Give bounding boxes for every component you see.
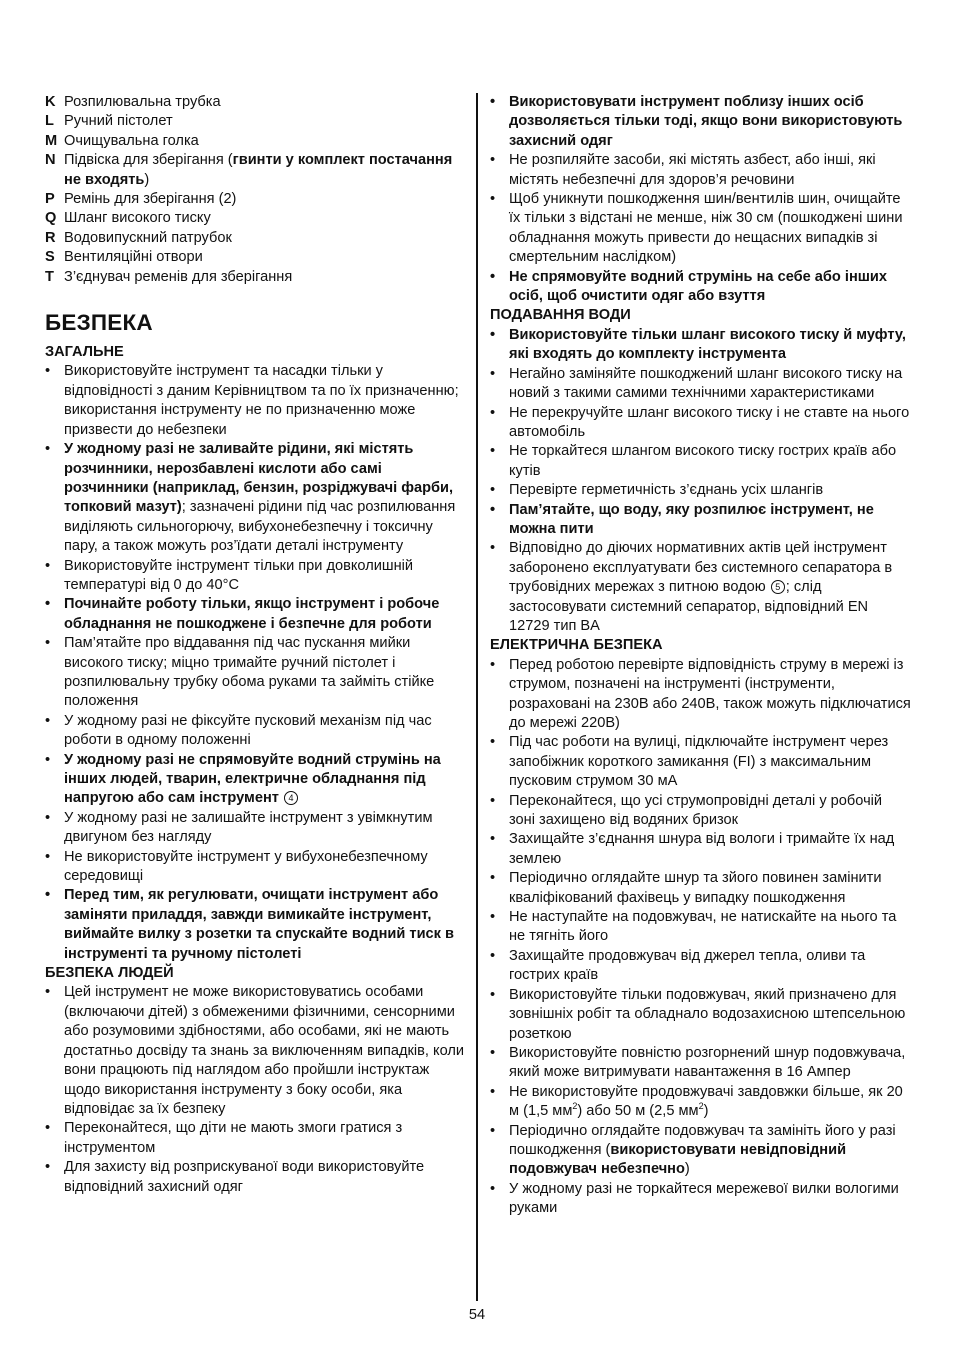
- legend-item: [45, 112, 469, 131]
- legend-text: Шланг високого тиску: [64, 210, 211, 227]
- bullet-item: • Використовуйте інструмент та насадки тільки у відповідності з даним Керівництвом та по їх призначенню; використання інструменту не по призначенню може призвести до небезпеки: [45, 362, 469, 440]
- bullet-item: • Періодично оглядайте шнур та зйого повинен замінити кваліфікований фахівець у випадку пошкодження: [490, 869, 912, 908]
- figure-ref-5: 5: [771, 580, 785, 594]
- subheading-general: ЗАГАЛЬНЕ: [45, 344, 124, 361]
- left-column: [45, 93, 469, 1197]
- legend-text: Очищувальна голка: [64, 132, 199, 149]
- bullet-item: • Використовуйте інструмент тільки при довколишній температурі від 0 до 40°C: [45, 557, 469, 596]
- bullet-item: • Починайте роботу тільки, якщо інструмент і робоче обладнання не пошкоджене і безпечне для роботи: [45, 595, 469, 634]
- bullet-item: • Захищайте продовжувач від джерел тепла, оливи та гострих країв: [490, 947, 912, 986]
- legend-text: З’єднувач ременів для зберігання: [64, 268, 293, 285]
- bullet-item: • Використовуйте тільки шланг високого тиску й муфту, які входять до комплекту інструмента: [490, 326, 912, 365]
- bullet-item: • Пам’ятайте про віддавання під час пускання мийки високого тиску; міцно тримайте ручний пістолет і розпилювальну трубку обома руками та займіть стійке положення: [45, 634, 469, 712]
- bullet-item: • Під час роботи на вулиці, підключайте інструмент через запобіжник короткого замикання (FI) з максимальним пусковим струмом 30 мА: [490, 733, 912, 791]
- electrical-list: [490, 656, 912, 1219]
- bullet-item: • Переконайтеся, що діти не мають змоги гратися з інструментом: [45, 1119, 469, 1158]
- bullet-item: • Не використовуйте продовжувачі завдовжки більше, як 20 м (1,5 $мм^2$) або 50 м (2,5 $мм^2$): [490, 1083, 912, 1122]
- legend-text: Підвіска для зберігання (гвинти у комплект постачання не входять): [64, 152, 453, 188]
- legend-item: [45, 151, 469, 190]
- bullet-item: • Перед тим, як регулювати, очищати інструмент або заміняти приладдя, завжди вимикайте інструмент, виймайте вилку з розетки та спускайте водний тиск в інструменті та ручному пістолеті: [45, 886, 469, 964]
- legend-key: S: [45, 249, 55, 266]
- bullet-item: • У жодному разі не фіксуйте пусковий механізм під час роботи в одному положенні: [45, 712, 469, 751]
- legend-item: [45, 209, 469, 228]
- legend-key: P: [45, 191, 55, 208]
- legend-key: T: [45, 268, 54, 285]
- water-list: [490, 326, 912, 637]
- bullet-item: • Не розпиляйте засоби, які містять азбест, або інші, які містять небезпечні для здоров’я речовини: [490, 151, 912, 190]
- legend-item: [45, 190, 469, 209]
- bullet-item: • Не використовуйте інструмент у вибухонебезпечному середовищі: [45, 848, 469, 887]
- bullet-item: • Використовуйте тільки подовжувач, який призначено для зовнішніх робіт та обладнало водозахисною штепсельною розеткою: [490, 986, 912, 1044]
- legend-text: Розпилювальна трубка: [64, 94, 221, 110]
- legend-item: [45, 93, 469, 112]
- bullet-item: • Періодично оглядайте подовжувач та замініть його у разі пошкодження (використовувати невідповідний подовжувач небезпечно): [490, 1122, 912, 1180]
- legend-key: M: [45, 132, 58, 149]
- general-list: [45, 362, 469, 964]
- bullet-item: • Не торкайтеся шлангом високого тиску гострих країв або кутів: [490, 442, 912, 481]
- people-list-continued: [490, 93, 912, 306]
- section-title: БЕЗПЕКА: [45, 310, 153, 336]
- legend-item: [45, 229, 469, 248]
- legend-key: N: [45, 152, 56, 169]
- bullet-item: • Для захисту від розприскуваної води використовуйте відповідний захисний одяг: [45, 1158, 469, 1197]
- legend-text: Водовипускний патрубок: [64, 229, 232, 246]
- bullet-item: • Щоб уникнути пошкодження шин/вентилів шин, очищайте їх тільки з відстані не менше, ніж 30 см (пошкоджені шини обладнання можуть привести до нещасних випадків зі смертельним наслідком): [490, 190, 912, 268]
- bullet-item: • Не наступайте на подовжувач, не натискайте на нього та не тягніть його: [490, 908, 912, 947]
- bullet-item: • Переконайтеся, що усі струмопровідні деталі у робочій зоні захищено від водяних бризок: [490, 792, 912, 831]
- legend-text: Ручний пістолет: [64, 113, 173, 130]
- legend-key: R: [45, 229, 56, 246]
- legend-key: Q: [45, 210, 57, 227]
- subheading-water: ПОДАВАННЯ ВОДИ: [490, 307, 631, 324]
- bullet-item: • Негайно заміняйте пошкоджений шланг високого тиску на новий з такими самими технічними характеристиками: [490, 365, 912, 404]
- bullet-item: • Не перекручуйте шланг високого тиску і не ставте на нього автомобіль: [490, 404, 912, 443]
- right-column: [490, 93, 912, 1219]
- bullet-item: • Не спрямовуйте водний струмінь на себе або інших осіб, щоб очистити одяг або взуття: [490, 268, 912, 307]
- bullet-item: • Використовувати інструмент поблизу інших осіб дозволяється тільки тоді, якщо вони використовують захисний одяг: [490, 93, 912, 151]
- page-number: 54: [468, 1307, 486, 1323]
- legend-item: [45, 248, 469, 267]
- bullet-item: • Перед роботою перевірте відповідність струму в мережі із струмом, позначені на інструменті (інструменти, розраховані на 230В або 240В, також можуть підключатися до мережі 220В): [490, 656, 912, 734]
- bullet-item: • Цей інструмент не може використовуватись особами (включаючи дітей) з обмеженими фізичними, сенсорними або розумовими здібностями, або особами, які не мають достатньо досвіду та знань за виключенням випадків, коли вони працюють під наглядом або пройшли інструктаж щодо використання інструменту з боку особи, яка відповідає за їх безпеку: [45, 983, 469, 1119]
- legend-key: K: [45, 94, 56, 110]
- legend-text: Вентиляційні отвори: [64, 249, 203, 266]
- legend-text: Ремінь для зберігання (2): [64, 191, 237, 208]
- bullet-item: • Використовуйте повністю розгорнений шнур подовжувача, який може витримувати навантаження в 16 Ампер: [490, 1044, 912, 1083]
- legend-item: [45, 132, 469, 151]
- legend-item: [45, 268, 469, 287]
- people-list: [45, 983, 469, 1196]
- bullet-item: • Відповідно до діючих нормативних актів цей інструмент заборонено експлуатувати без системного сепаратора в трубовідних мережах з питною водою 5 ; слід застосовувати системний сепаратор, відповідний EN 12729 тип BA: [490, 539, 912, 636]
- bullet-item: • Захищайте з’єднання шнура від вологи і тримайте їх над землею: [490, 830, 912, 869]
- bullet-item: • У жодному разі не залишайте інструмент з увімкнутим двигуном без нагляду: [45, 809, 469, 848]
- legend-key: L: [45, 113, 54, 130]
- subheading-electrical: ЕЛЕКТРИЧНА БЕЗПЕКА: [490, 637, 663, 654]
- subheading-people: БЕЗПЕКА ЛЮДЕЙ: [45, 965, 174, 982]
- bullet-item: • Перевірте герметичність з’єднань усіх шлангів: [490, 481, 912, 500]
- column-divider: [476, 93, 478, 1301]
- bullet-item: • У жодному разі не заливайте рідини, які містять розчинники, нерозбавлені кислоти або самі розчинники (наприклад, бензин, розріджувачі фарби, топковий мазут); зазначені рідини під час розпилювання виділяють сильногорючу, вибухонебезпечну і токсичну пару, а також можуть роз’їдати деталі інструменту: [45, 440, 469, 556]
- parts-legend: [45, 93, 469, 287]
- figure-ref-4: 4: [284, 791, 298, 805]
- bullet-item: • У жодному разі не спрямовуйте водний струмінь на інших людей, тварин, електричне обладнання під напругою або сам інструмент 4: [45, 751, 469, 809]
- bullet-item: • У жодному разі не торкайтеся мережевої вилки вологими руками: [490, 1180, 912, 1219]
- bullet-item: • Пам’ятайте, що воду, яку розпилює інструмент, не можна пити: [490, 501, 912, 540]
